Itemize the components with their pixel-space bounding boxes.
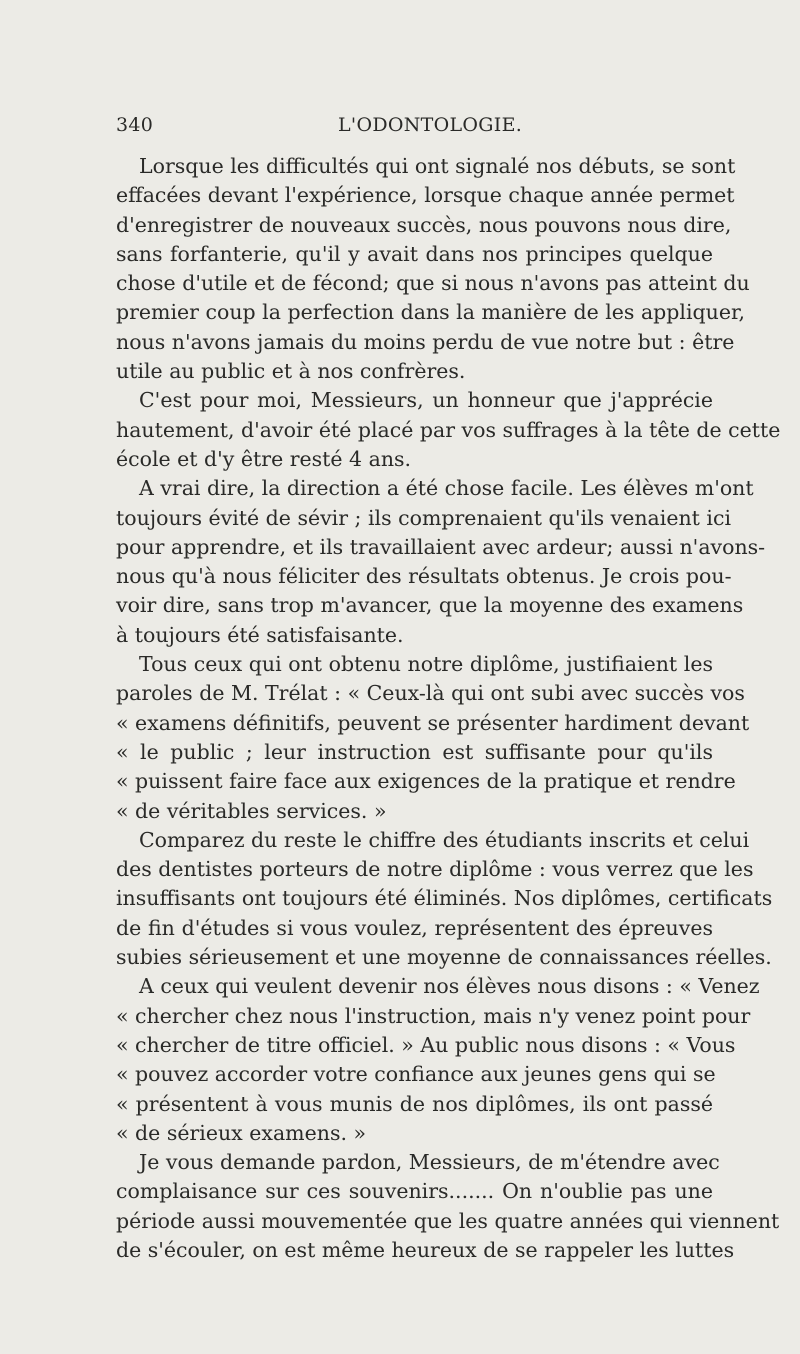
text-line: école et d'y être resté 4 ans. (116, 446, 412, 471)
text-line: nous n'avons jamais du moins perdu de vue notre but : être (116, 329, 735, 354)
text-line: insuffisants ont toujours été éliminés. Nos diplômes, certificats (116, 886, 773, 911)
text-line: C'est pour moi, Messieurs, un honneur que j'apprécie (139, 388, 713, 413)
text-line: Lorsque les difficultés qui ont signalé nos débuts, se sont (139, 154, 736, 178)
text-line: « puissent faire face aux exigences de la pratique et rendre (116, 769, 736, 794)
text-line: « chercher chez nous l'instruction, mais n'y venez point pour (116, 1003, 751, 1028)
text-line: A vrai dire, la direction a été chose facile. Les élèves m'ont (139, 476, 754, 501)
page-number: 340 (116, 114, 154, 136)
text-line: à toujours été satisfaisante. (116, 622, 404, 647)
text-line: « le public ; leur instruction est suffisante pour qu'ils (116, 739, 713, 764)
text-line: voir dire, sans trop m'avancer, que la moyenne des examens (116, 593, 744, 618)
text-line: « de sérieux examens. » (116, 1120, 367, 1145)
text-line: hautement, d'avoir été placé par vos suffrages à la tête de cette (116, 417, 781, 442)
text-line: Comparez du reste le chiffre des étudiants inscrits et celui (139, 827, 750, 852)
text-line: paroles de M. Trélat : « Ceux-là qui ont subi avec succès vos (116, 681, 745, 706)
text-line: Je vous demande pardon, Messieurs, de m'étendre avec (139, 1150, 720, 1175)
text-line: premier coup la perfection dans la manière de les appliquer, (116, 300, 746, 325)
text-line: sans forfanterie, qu'il y avait dans nos principes quelque (116, 241, 713, 266)
body-text (116, 152, 781, 1265)
text-line: pour apprendre, et ils travaillaient avec ardeur; aussi n'avons- (116, 534, 766, 559)
text-line: « pouvez accorder votre confiance aux jeunes gens qui se (116, 1062, 716, 1087)
text-line: complaisance sur ces souvenirs....... On n'oublie pas une (116, 1179, 713, 1204)
text-line: des dentistes porteurs de notre diplôme : vous verrez que les (116, 857, 754, 882)
text-line: d'enregistrer de nouveaux succès, nous pouvons nous dire, (116, 212, 732, 237)
text-line: période aussi mouvementée que les quatre années qui viennent (116, 1208, 780, 1233)
text-line: chose d'utile et de fécond; que si nous n'avons pas atteint du (116, 271, 750, 296)
text-line: nous qu'à nous féliciter des résultats obtenus. Je crois pou- (116, 564, 732, 589)
text-line: de s'écouler, on est même heureux de se rappeler les luttes (116, 1237, 735, 1262)
text-line: « de véritables services. » (116, 798, 387, 823)
running-title: L'ODONTOLOGIE. (338, 114, 523, 136)
text-line: de fin d'études si vous voulez, représentent des épreuves (116, 915, 713, 940)
text-line: toujours évité de sévir ; ils comprenaient qu'ils venaient ici (116, 505, 731, 530)
text-line: « chercher de titre officiel. » Au public nous disons : « Vous (116, 1032, 736, 1057)
text-line: Tous ceux qui ont obtenu notre diplôme, justifiaient les (139, 652, 713, 677)
text-line: A ceux qui veulent devenir nos élèves nous disons : « Venez (139, 974, 760, 999)
text-line: utile au public et à nos confrères. (116, 359, 466, 384)
text-line: « présentent à vous munis de nos diplômes, ils ont passé (116, 1091, 713, 1116)
text-line: effacées devant l'expérience, lorsque chaque année permet (116, 183, 735, 208)
text-line: subies sérieusement et une moyenne de connaissances réelles. (116, 945, 772, 970)
text-line: « examens définitifs, peuvent se présenter hardiment devant (116, 710, 750, 735)
